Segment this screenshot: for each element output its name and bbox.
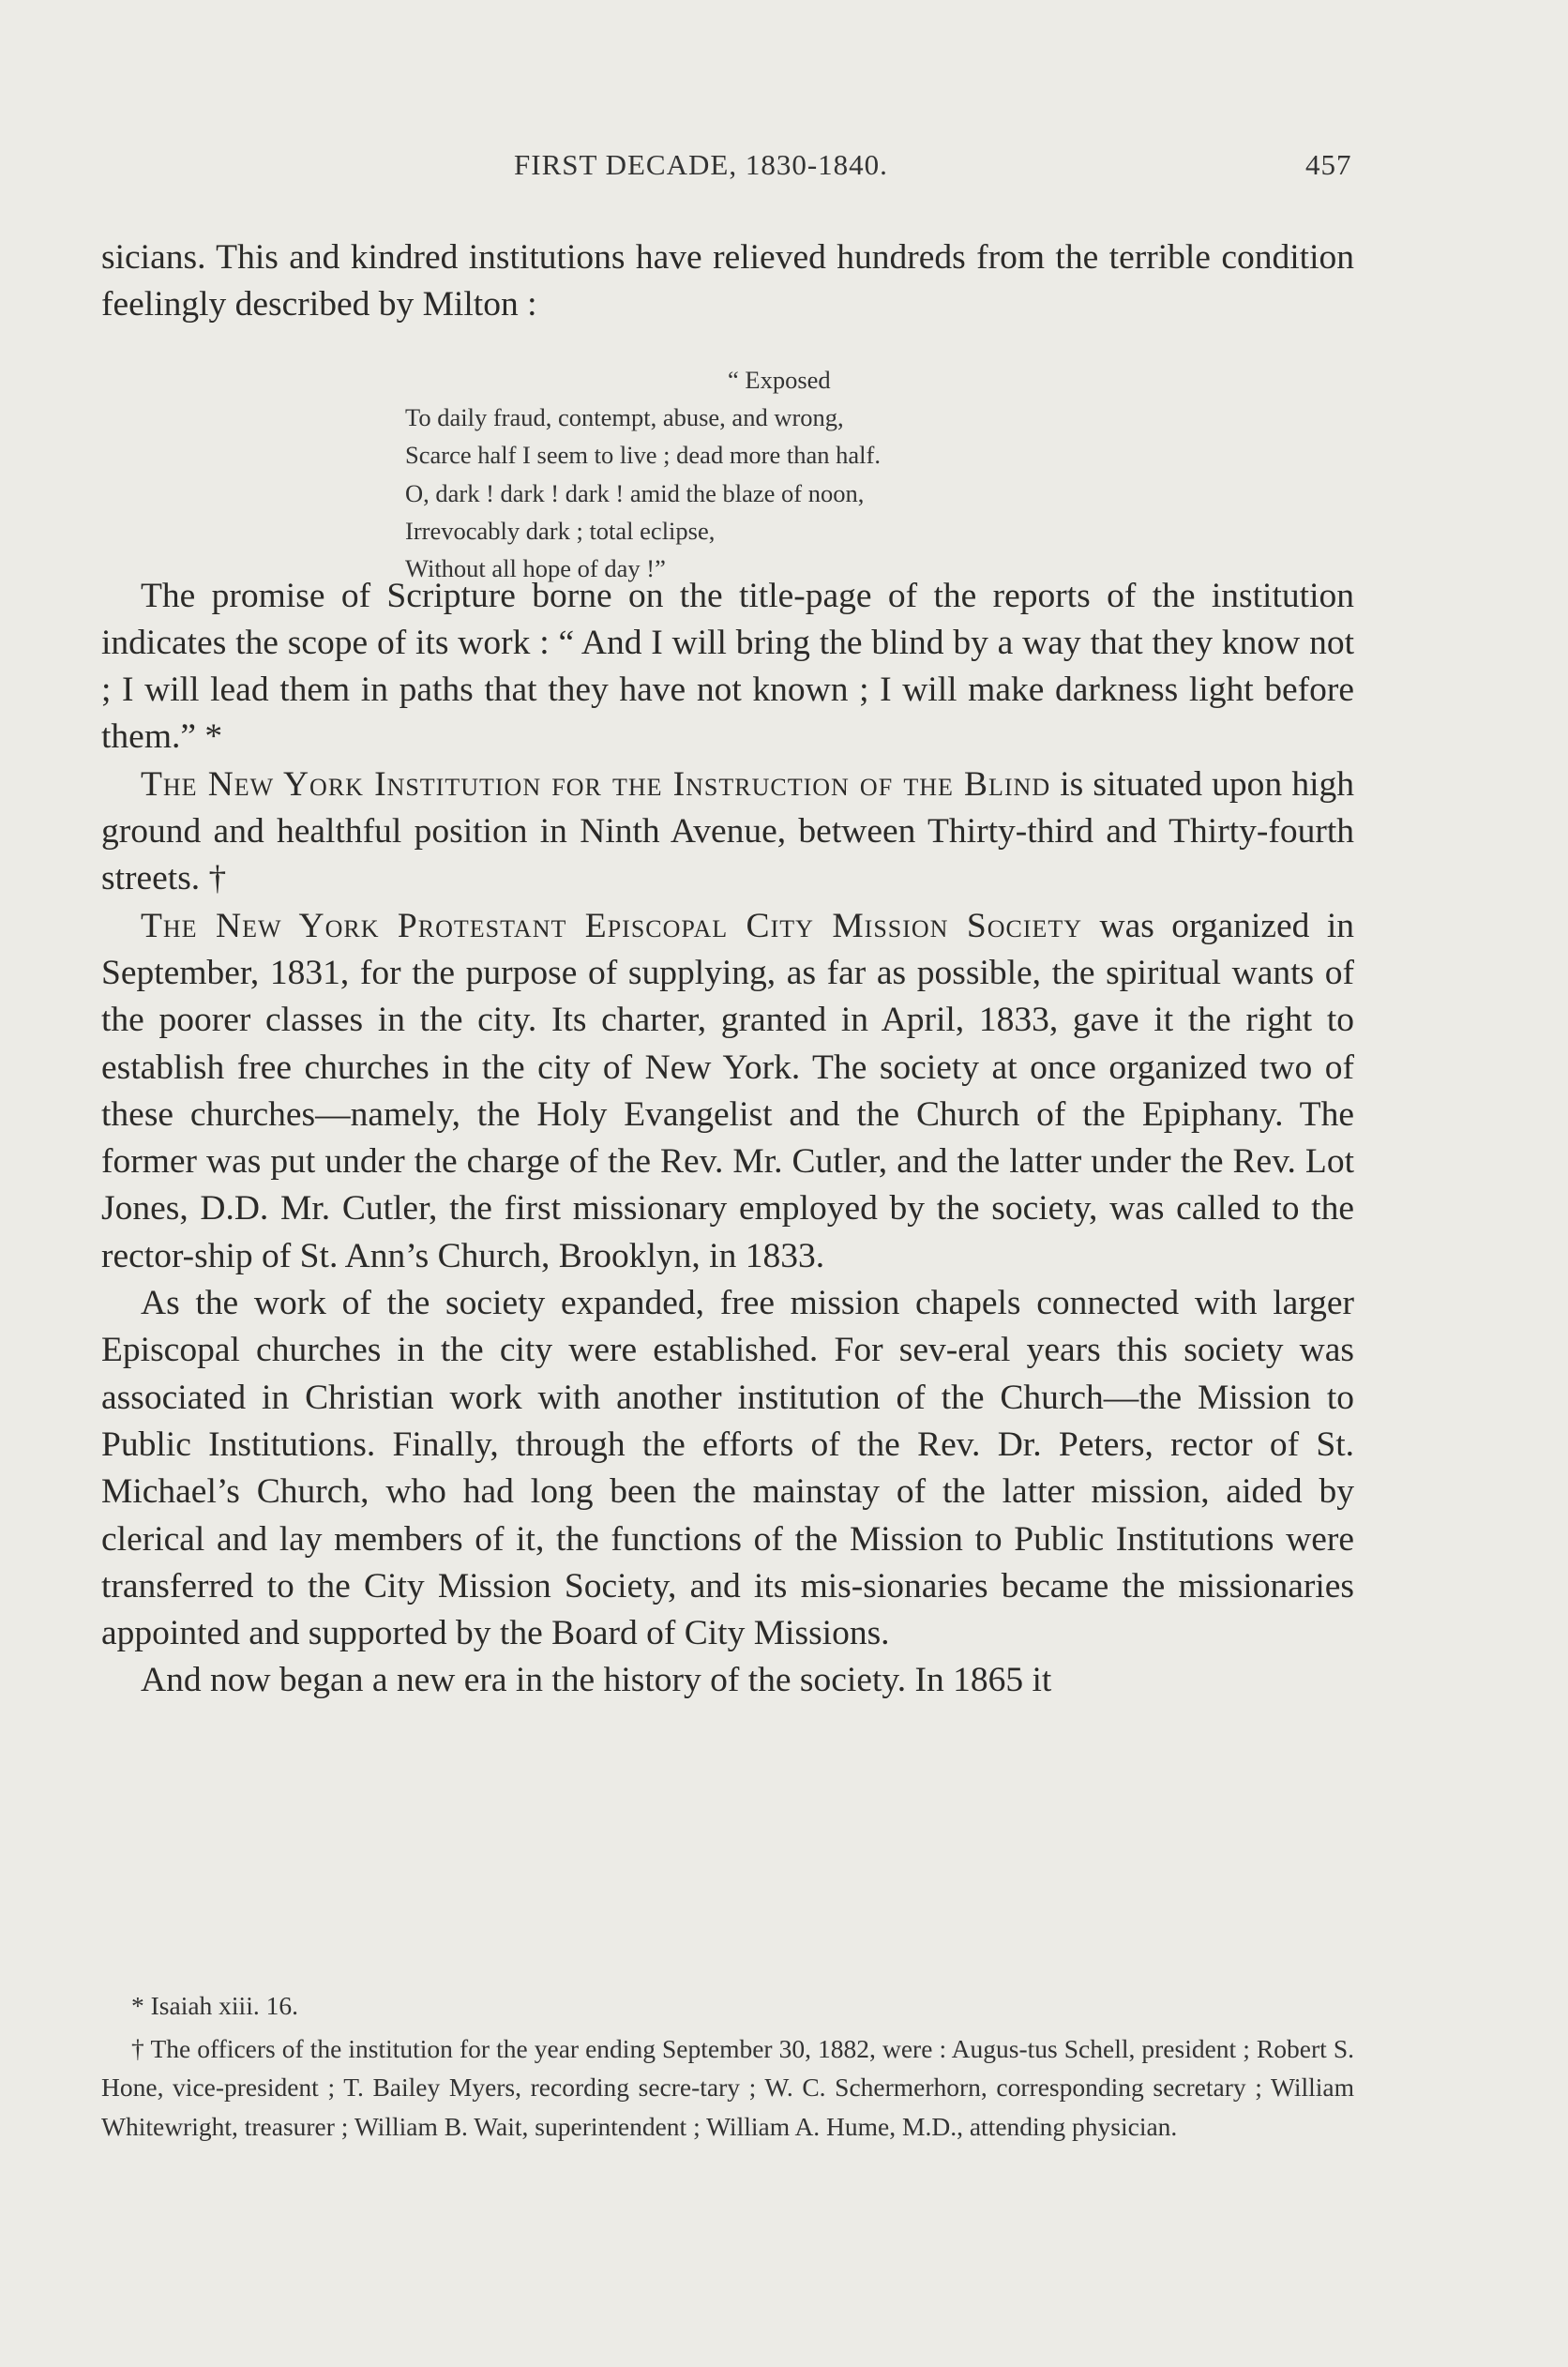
paragraph-5: As the work of the society expanded, free mission chapels connected with larger Episcopal churches in the city were established. For sev-eral years this society was associated in Christian work with another institution of the Church—the Mission to Public Institutions. Finally, through the efforts of the Rev. Dr. Peters, rector of St. Michael’s Church, who had long been the mainstay of the latter mission, aided by clerical and lay members of it, the functions of the Mission to Public Institutions were transferred to the City Mission Society, and its mis-sionaries became the missionaries appointed and supported by the Board of City Missions. <box>101 1284 1354 1653</box>
poem-line: O, dark ! dark ! dark ! amid the blaze of noon, <box>405 478 865 507</box>
page-number: 457 <box>1305 148 1352 181</box>
poem-line: Without all hope of day !” <box>405 554 666 583</box>
poem-line: Irrevocably dark ; total eclipse, <box>405 516 716 545</box>
poem-line: To daily fraud, contempt, abuse, and wrong, <box>405 403 844 432</box>
paragraph-2: The promise of Scripture borne on the title-page of the reports of the institution indicates the scope of its work : “ And I will bring the blind by a way that they know not ; I will lead them in paths that they have not known ; I will make darkness light before them.” * <box>101 576 1354 757</box>
footnote-1: * Isaiah xiii. 16. <box>131 1991 298 2020</box>
running-title: FIRST DECADE, 1830-1840. <box>514 148 888 181</box>
running-header <box>0 148 1568 186</box>
footnote-2: † The officers of the institution for the year ending September 30, 1882, were : Augus-tus Schell, president ; Robert S. Hone, vice-president ; T. Bailey Myers, recording secre-tary ; W. C. Schermerhorn, corresponding secretary ; William Whitewright, treasurer ; William B. Wait, superintendent ; William A. Hume, M.D., attending physician. <box>101 2033 1354 2141</box>
paragraph-1: sicians. This and kindred institutions have relieved hundreds from the terrible condition feelingly described by Milton : <box>101 238 1354 324</box>
paragraph-3-text: is situated upon high ground and healthful position in Ninth Avenue, between Thirty-third and Thirty-fourth streets. † <box>101 764 1354 898</box>
paragraph-3 <box>101 761 1354 903</box>
footnotes <box>101 1986 1354 2146</box>
paragraph-4-text: was organized in September, 1831, for the purpose of supplying, as far as possible, the spiritual wants of the poorer classes in the city. Its charter, granted in April, 1833, gave it the right to establish free churches in the city of New York. The society at once organized two of these churches—namely, the Holy Evangelist and the Church of the Epiphany. The former was put under the charge of the Rev. Mr. Cutler, and the latter under the Rev. Lot Jones, D.D. Mr. Cutler, the first missionary employed by the society, was called to the rector-ship of St. Ann’s Church, Brooklyn, in 1833. <box>101 906 1354 1275</box>
institution-name: The New York Institution for the Instruction of the Blind <box>141 764 1051 804</box>
poem-line: “ Exposed <box>728 366 831 394</box>
milton-quote <box>405 361 881 587</box>
society-name: The New York Protestant Episcopal City Mission Society <box>141 906 1083 945</box>
paragraph-4 <box>101 903 1354 1280</box>
poem-line: Scarce half I seem to live ; dead more than half. <box>405 441 881 470</box>
paragraph-6: And now began a new era in the history of the society. In 1865 it <box>141 1661 1052 1700</box>
